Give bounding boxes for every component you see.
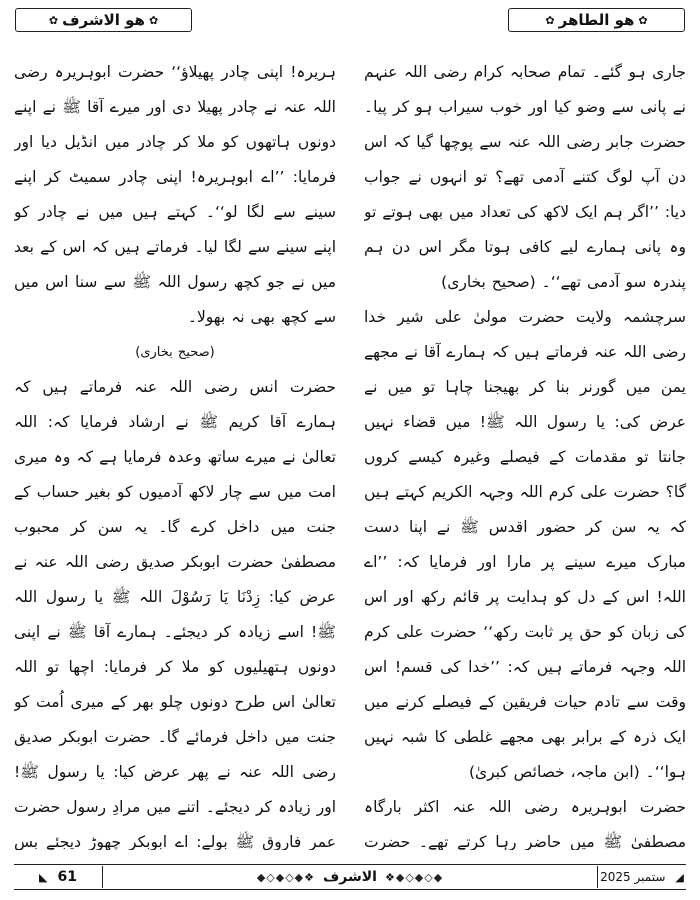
footer-ornament-icon: ❖ xyxy=(304,870,316,884)
header-left-text: هو الاشرف xyxy=(62,11,145,29)
paragraph: حضرت ابوہریرہ رضی اللہ عنہ اکثر بارگاہ مصطفیٰ ﷺ میں حاضر رہا کرتے تھے۔ حضرت xyxy=(364,798,686,850)
footer-ornament-icon: ❖ xyxy=(384,870,396,884)
header-ornament-icon: ✿ xyxy=(148,13,159,27)
header-title-left xyxy=(15,8,192,32)
right-column xyxy=(364,55,686,850)
paragraph: ہریرہ! اپنی چادر پھیلاؤ‘‘ حضرت ابوہریرہ رضی اللہ عنہ نے چادر پھیلا دی اور میرے آقا ﷺ نے اپنے دونوں ہاتھوں کو ملا کر چادر میں انڈیل دیا اور فرمایا: ’’اے ابوہریرہ! اپنی چادر سمیٹ کر اپنے سینے سے لگا لو‘‘۔ کہتے ہیں میں نے چادر کو اپنے سینے سے لگا لیا۔ فرماتے ہیں کہ اس کے بعد میں نے جو کچھ رسول اللہ ﷺ سے سنا اس میں سے کچھ بھی نہ بھولا۔ xyxy=(14,63,336,326)
paragraph: سرچشمہ ولایت حضرت مولیٰ علی شیر خدا رضی اللہ عنہ فرماتے ہیں کہ ہمارے آقا نے مجھے یمن میں گورنر بنا کر بھیجنا چاہا تو میں نے عرض کی: یا رسول اللہ ﷺ! میں قضاء نہیں جانتا تو مقدمات کے فیصلے وغیرہ کیسے کروں گا؟ حضرت علی کرم اللہ وجہہ الکریم کہتے ہیں کہ یہ سن کر حضور اقدس ﷺ نے اپنا دست مبارک میرے سینے پر مارا اور فرمایا کہ: ’’اے اللہ! اس کے دل کو ہدایت پر قائم رکھ اور اس کی زبان کو حق پر ثابت رکھ‘‘ حضرت علی کرم اللہ وجہہ فرماتے ہیں کہ: ’’خدا کی قسم! اس وقت سے تادم حیات فریقین کے فیصلے کرنے میں ایک ذرہ کے برابر بھی مجھے غلطی کا شبہ نہیں ہوا‘‘۔ (ابن ماجہ، خصائص کبریٰ) xyxy=(364,308,686,781)
page-number-box xyxy=(14,866,103,888)
chain-ornament-icon: ◆◇◆◇◆ xyxy=(256,870,305,884)
page-header xyxy=(0,0,700,40)
corner-triangle-icon: ◣ xyxy=(39,870,48,884)
footer-ornament-band xyxy=(103,869,597,885)
paragraph: جاری ہو گئے۔ تمام صحابہ کرام رضی اللہ عنہم نے پانی سے وضو کیا اور خوب سیراب ہو کر پیا۔ حضرت جابر رضی اللہ عنہ سے پوچھا گیا کہ اس دن آپ لوگ کتنے آدمی تھے؟ تو انہوں نے جواب دیا: ’’اگر ہم ایک لاکھ کی تعداد میں بھی ہوتے تو وہ پانی ہمارے لیے کافی ہوتا مگر اس دن ہم پندرہ سو آدمی تھے‘‘۔ (صحیح بخاری) xyxy=(364,63,686,291)
header-ornament-icon: ✿ xyxy=(48,13,59,27)
header-right-text: هو الطاهر xyxy=(558,11,635,29)
article-body xyxy=(14,55,686,850)
page-footer xyxy=(14,864,686,890)
chain-ornament-icon: ◆◇◆◇◆ xyxy=(395,870,444,884)
issue-date-box xyxy=(597,866,686,888)
corner-triangle-icon: ◢ xyxy=(675,870,684,884)
magazine-title: الاشرف xyxy=(323,869,377,885)
header-title-right xyxy=(508,8,685,32)
header-ornament-icon: ✿ xyxy=(638,13,648,27)
page-number: 61 xyxy=(57,869,77,885)
reference-citation: (صحیح بخاری) xyxy=(135,345,215,360)
issue-date: ستمبر 2025 xyxy=(600,870,666,884)
header-ornament-icon: ✿ xyxy=(545,13,555,27)
paragraph: حضرت انس رضی اللہ عنہ فرماتے ہیں کہ ہمارے آقا کریم ﷺ نے ارشاد فرمایا کہ: اللہ تعالیٰ نے میرے ساتھ وعدہ فرمایا ہے کہ وہ میری امت میں سے چار لاکھ آدمیوں کو بغیر حساب کے جنت میں داخل کرے گا۔ یہ سن کر محبوب مصطفیٰ حضرت ابوبکر صدیق رضی اللہ عنہ نے عرض کیا: زِدْنَا یَا رَسُوْلَ اللہ ﷺ یا رسول اللہ ﷺ! اسے زیادہ کر دیجئے۔ ہمارے آقا ﷺ نے اپنی دونوں ہتھیلیوں کو ملا کر فرمایا: اچھا تو اللہ تعالیٰ اس طرح دونوں چلو بھر کے میری اُمت کو جنت میں داخل فرمائے گا۔ حضرت ابوبکر صدیق رضی اللہ عنہ نے پھر عرض کیا: یا رسول ﷺ! اور زیادہ کر دیجئے۔ اتنے میں مرادِ رسول حضرت عمر فاروق ﷺ بولے: اے ابوبکر چھوڑ دیجئے بس xyxy=(14,378,336,850)
left-column xyxy=(14,55,336,850)
